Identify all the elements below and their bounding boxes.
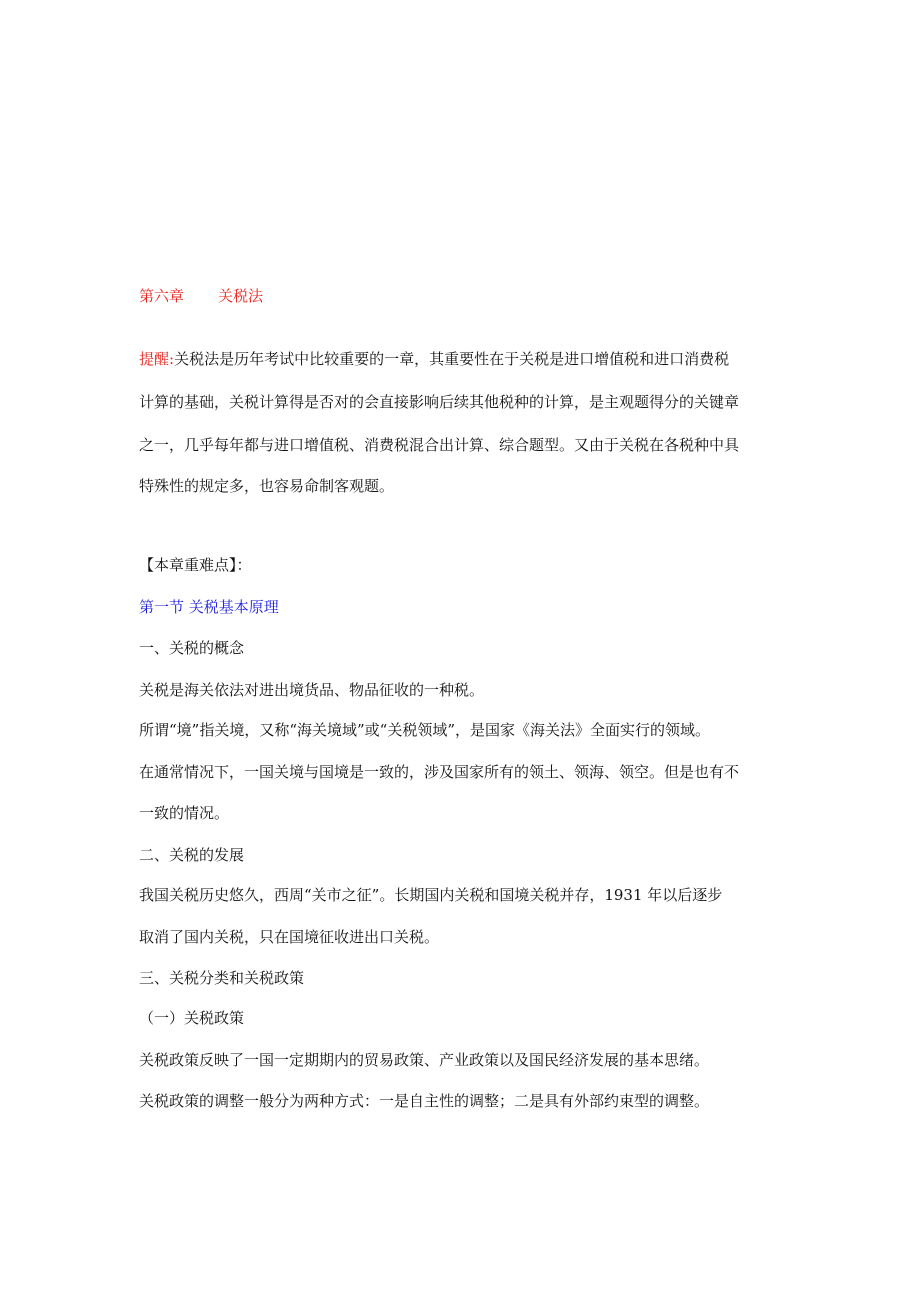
key-points-heading: 【本章重难点】： [139,556,252,574]
paragraph-line: 关税政策反映了一国一定期期内的贸易政策、产业政策以及国民经济发展的基本思绪。 [139,1051,710,1069]
paragraph-line: 我国关税历史悠久，西周“关市之征”。长期国内关税和国境关税并存，1931 年以后逐步 [139,886,723,904]
paragraph-line: 关税是海关依法对进出境货品、物品征收的一种税。 [139,681,485,699]
section-title: 第一节 关税基本原理 [139,598,279,616]
reminder-line-3: 之一，几乎每年都与进口增值税、消费税混合出计算、综合题型。又由于关税在各税种中具 [139,436,740,454]
reminder-line-2: 计算的基础，关税计算得是否对的会直接影响后续其他税种的计算，是主观题得分的关键章 [139,393,740,411]
reminder-line-4: 特殊性的规定多，也容易命制客观题。 [139,477,395,495]
paragraph-line: 取消了国内关税，只在国境征收进出口关税。 [139,928,440,946]
chapter-number: 第六章 [139,287,185,305]
policy-heading: （一）关税政策 [139,1009,245,1027]
paragraph-line: 在通常情况下，一国关境与国境是一致的，涉及国家所有的领土、领海、领空。但是也有不 [139,763,740,781]
paragraph-line: 所谓“境”指关境，又称“海关境域”或“关税领域”，是国家《海关法》全面实行的领域。 [139,721,711,739]
paragraph-line: 一致的情况。 [139,804,230,822]
reminder-line-1 [139,349,729,369]
subsection-heading-concept: 一、关税的概念 [139,639,245,657]
reminder-label: 提醒: [139,350,175,368]
chapter-title: 关税法 [218,287,264,305]
subsection-heading-development: 二、关税的发展 [139,846,245,864]
reminder-text: 关税法是历年考试中比较重要的一章，其重要性在于关税是进口增值税和进口消费税 [174,350,730,368]
paragraph-line: 关税政策的调整一般分为两种方式：一是自主性的调整；二是具有外部约束型的调整。 [139,1092,710,1110]
chapter-heading [139,286,263,306]
subsection-heading-classification: 三、关税分类和关税政策 [139,969,305,987]
